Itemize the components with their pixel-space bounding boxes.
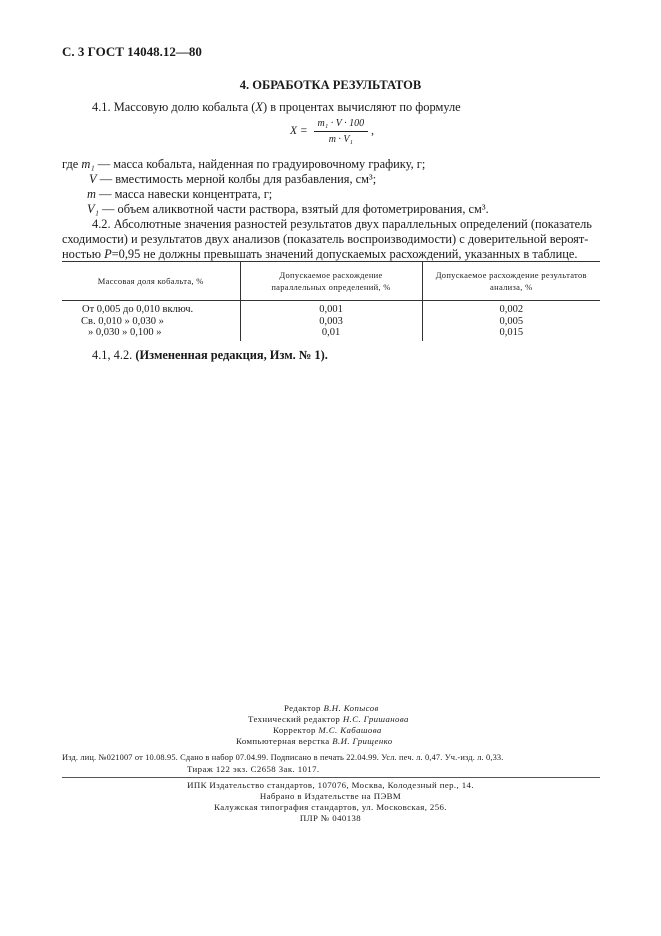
publisher-line: Калужская типография стандартов, ул. Московская, 256.	[214, 802, 447, 812]
header-line: Массовая доля кобальта, %	[97, 276, 204, 286]
table-row	[62, 327, 600, 341]
publisher-line: ПЛР № 040138	[299, 813, 362, 823]
formula-denominator: m · V₁	[328, 134, 354, 145]
paragraph-text: ) в процентах вычисляют по формуле	[263, 100, 461, 114]
editor-name: М.С. Кабашова	[318, 725, 382, 735]
divider	[62, 777, 600, 778]
where-text: масса кобальта, найденная по градуировочному графику, г;	[113, 157, 426, 171]
header-line: Допускаемое расхождение результатов	[435, 270, 587, 280]
formula-comma: ,	[371, 125, 374, 138]
table-cell: 0,001	[240, 301, 422, 316]
table-cell: 0,003	[240, 316, 422, 328]
table-cell: От 0,005 до 0,010 включ.	[82, 304, 194, 315]
where-item	[87, 187, 272, 202]
table-row	[62, 301, 600, 316]
publication-line-1: Изд. лиц. №021007 от 10.08.95. Сдано в набор 07.04.99. Подписано в печать 22.04.99. Усл. печ. л. 0,47. Уч.-изд. л. 0,33.	[62, 753, 504, 762]
amendment-note	[92, 348, 328, 363]
table-cell: » 0,030 » 0,100 »	[88, 327, 162, 338]
where-text: масса навески концентрата, г;	[114, 187, 273, 201]
paragraph-4-2-line2: сходимости) и результатов двух анализов (показатель воспроизводимости) с доверительной вероят-	[62, 232, 589, 246]
where-symbol: V₁	[87, 202, 99, 216]
where-dash: —	[99, 187, 112, 201]
table-header-row	[62, 262, 600, 301]
table-cell: Св. 0,010 » 0,030 »	[81, 315, 164, 327]
table-header-cell	[62, 262, 240, 301]
paragraph-text: Массовую долю кобальта (	[113, 100, 256, 114]
where-symbol: m	[87, 187, 96, 201]
editor-line	[236, 736, 393, 746]
editor-line	[248, 714, 409, 724]
clause-number: 4.1.	[92, 100, 111, 114]
header-line: Допускаемое расхождение	[279, 270, 383, 280]
page-header: С. 3 ГОСТ 14048.12—80	[62, 44, 202, 59]
table-cell: 0,01	[240, 327, 422, 341]
where-text: объем аликвотной части раствора, взятый для фотометрирования, см³.	[117, 202, 489, 216]
amendment-text: (Измененная редакция, Изм. № 1).	[135, 348, 328, 362]
formula-fraction	[314, 118, 369, 145]
where-item	[87, 202, 489, 217]
table-header-cell	[240, 262, 422, 301]
where-item	[62, 157, 425, 172]
editor-role: Редактор	[284, 703, 321, 713]
publisher-line: Набрано в Издательстве на ПЭВМ	[259, 791, 402, 801]
publication-line-2: Тираж 122 экз. С2658 Зак. 1017.	[187, 764, 320, 774]
publisher-line: ИПК Издательство стандартов, 107076, Москва, Колодезный пер., 14.	[187, 780, 474, 790]
variable: X	[255, 100, 263, 114]
paragraph-4-2-line3	[62, 247, 577, 262]
editor-role: Компьютерная верстка	[236, 736, 330, 746]
where-dash: —	[102, 202, 115, 216]
section-title: 4. ОБРАБОТКА РЕЗУЛЬТАТОВ	[239, 78, 422, 92]
editor-name: Н.С. Гришанова	[342, 714, 409, 724]
tolerance-table	[62, 261, 600, 341]
table-cell: 0,005	[422, 316, 600, 328]
formula	[290, 118, 374, 145]
editor-name: В.Н. Копысов	[323, 703, 379, 713]
header-line: параллельных определений, %	[271, 282, 391, 292]
editor-role: Технический редактор	[248, 714, 341, 724]
editor-role: Корректор	[273, 725, 316, 735]
table-header-cell	[422, 262, 600, 301]
editor-name: В.И. Грищенко	[332, 736, 393, 746]
formula-lhs: X =	[290, 125, 308, 138]
editor-line	[284, 703, 379, 713]
where-symbol: V	[89, 172, 97, 186]
where-lead: где	[62, 157, 79, 171]
amendment-prefix: 4.1, 4.2.	[92, 348, 136, 362]
paragraph-4-1	[92, 100, 461, 115]
where-text: вместимость мерной колбы для разбавления, см³;	[115, 172, 377, 186]
paragraph-4-2-line1: 4.2. Абсолютные значения разностей результатов двух параллельных определений (показатель	[92, 217, 592, 231]
paragraph-text: ностью	[62, 247, 105, 261]
header-line: анализа, %	[490, 282, 533, 292]
where-dash: —	[97, 157, 111, 171]
table-cell: 0,002	[422, 301, 600, 316]
where-dash: —	[99, 172, 113, 186]
formula-numerator: m₁ · V · 100	[314, 118, 369, 132]
where-symbol: m₁	[81, 157, 95, 171]
paragraph-text: =0,95 не должны превышать значений допускаемых расхождений, указанных в таблице.	[111, 247, 578, 261]
table-cell: 0,015	[422, 327, 600, 341]
variable: P	[104, 247, 112, 261]
table-row	[62, 316, 600, 328]
where-item	[89, 172, 376, 187]
editor-line	[273, 725, 382, 735]
